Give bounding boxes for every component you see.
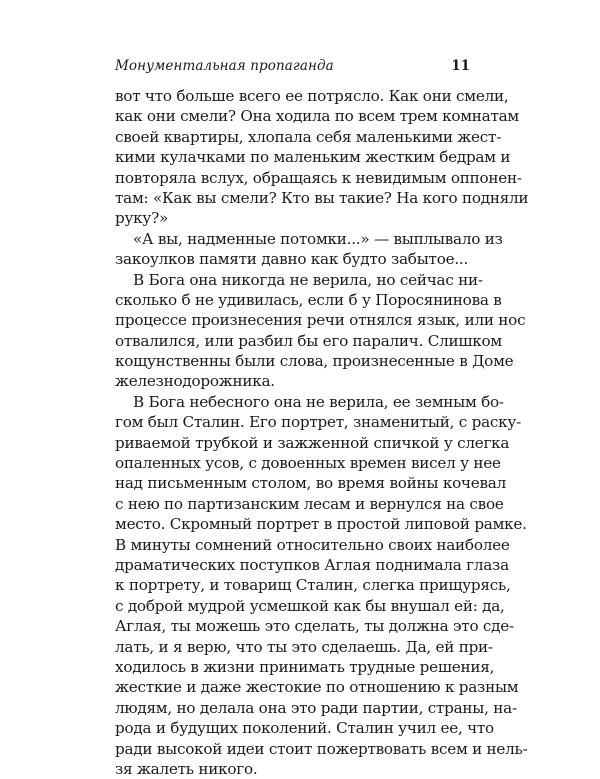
text-line: железнодорожника.: [115, 372, 275, 391]
text-line: отвалился, или разбил бы его паралич. Слишком: [115, 331, 502, 350]
text-line: людям, но делала она это ради партии, страны, на-: [115, 698, 517, 717]
text-line: драматических поступков Аглая поднимала глаза: [115, 555, 509, 574]
text-line: зя жалеть никого.: [115, 759, 258, 778]
text-line: место. Скромный портрет в простой липовой рамке.: [115, 515, 527, 534]
text-line: своей квартиры, хлопала себя маленькими жест-: [115, 127, 502, 146]
running-title: Монументальная пропаганда: [115, 58, 334, 74]
text-line: с доброй мудрой усмешкой как бы внушал ей: да,: [115, 596, 505, 615]
text-line: лать, и я верю, что ты это сделаешь. Да, ей при-: [115, 637, 493, 656]
page-number: 11: [451, 58, 470, 74]
text-line: там: «Как вы смели? Кто вы такие? На кого подняли: [115, 188, 529, 207]
text-line: В Бога она никогда не верила, но сейчас ни-: [133, 270, 483, 289]
text-line: над письменным столом, во время войны кочевал: [115, 474, 506, 493]
text-line: сколько б не удивилась, если б у Поросянинова в: [115, 290, 502, 309]
text-line: с нею по партизанским лесам и вернулся на свое: [115, 494, 504, 513]
text-line: жесткие и даже жестокие по отношению к разным: [115, 678, 519, 697]
text-line: повторяла вслух, обращаясь к невидимым оппонен-: [115, 168, 522, 187]
text-line: гом был Сталин. Его портрет, знаменитый, с раску-: [115, 413, 521, 432]
text-line: рода и будущих поколений. Сталин учил ее, что: [115, 719, 494, 738]
running-header: [115, 58, 470, 78]
text-line: вот что больше всего ее потрясло. Как они смели,: [115, 87, 509, 105]
text-line: закоулков памяти давно как будто забытое...: [115, 250, 469, 269]
text-line: риваемой трубкой и зажженной спичкой у слегка: [115, 433, 510, 452]
text-line: Аглая, ты можешь это сделать, ты должна это сде-: [115, 617, 514, 636]
text-line: к портрету, и товарищ Сталин, слегка прищурясь,: [115, 576, 511, 595]
body-text: [115, 86, 529, 779]
text-line: ради высокой идеи стоит пожертвовать всем и нель-: [115, 739, 528, 758]
text-line: как они смели? Она ходила по всем трем комнатам: [115, 107, 519, 126]
text-line: руку?»: [115, 209, 169, 228]
text-line: ходилось в жизни принимать трудные решения,: [115, 657, 495, 676]
text-line: кощунственны были слова, произнесенные в Доме: [115, 352, 514, 371]
text-line: В минуты сомнений относительно своих наиболее: [115, 535, 510, 554]
text-line: В Бога небесного она не верила, ее земным бо-: [133, 392, 504, 411]
text-line: «А вы, надменные потомки...» — выплывало из: [133, 229, 503, 248]
text-line: кими кулачками по маленьким жестким бедрам и: [115, 148, 511, 167]
text-line: процессе произнесения речи отнялся язык, или нос: [115, 311, 526, 330]
text-line: опаленных усов, с довоенных времен висел у нее: [115, 454, 501, 473]
